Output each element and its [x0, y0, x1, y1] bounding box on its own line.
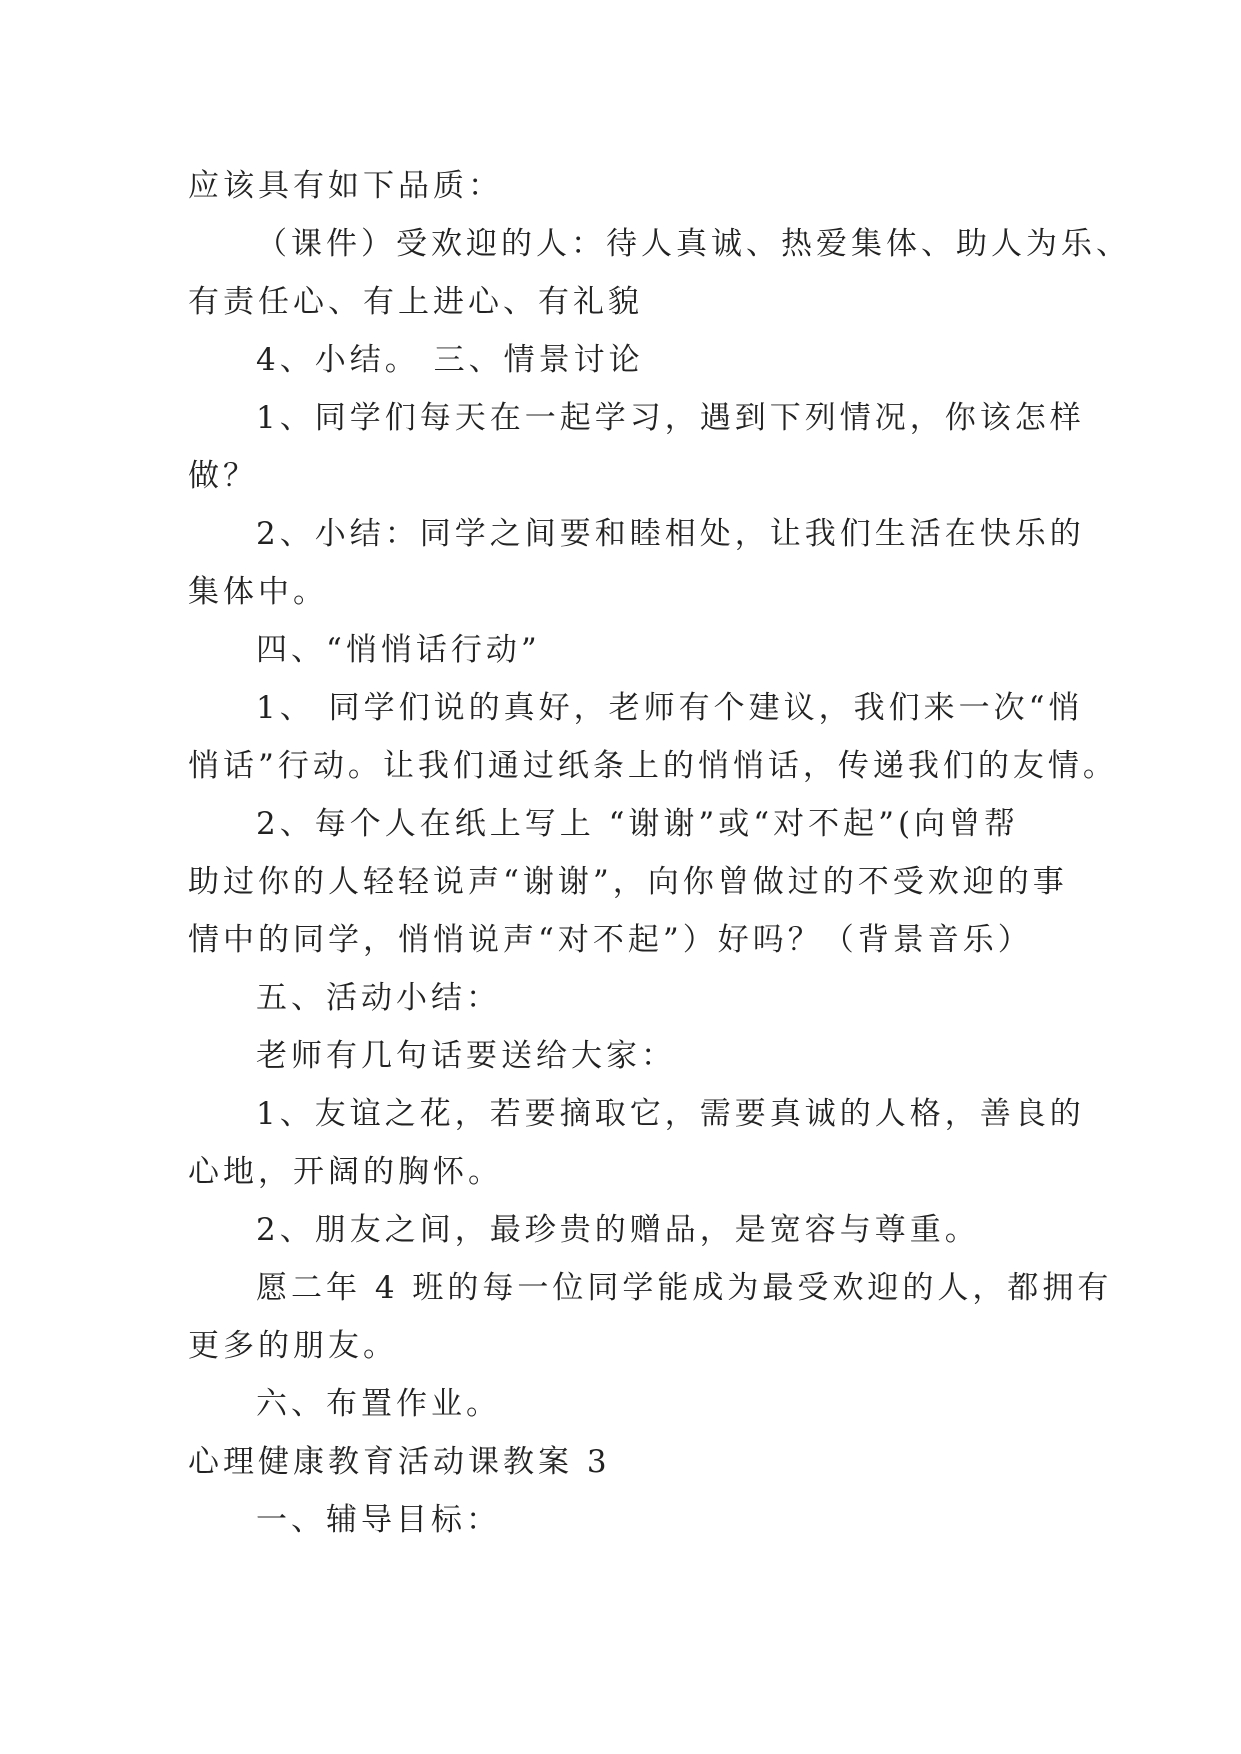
text-line: 1、 同学们说的真好，老师有个建议，我们来一次“悄 — [256, 690, 1084, 726]
text-line: 应该具有如下品质： — [188, 168, 503, 204]
text-line: 2、小结：同学之间要和睦相处，让我们生活在快乐的 — [256, 516, 1085, 552]
section-heading: 六、布置作业。 — [256, 1386, 501, 1422]
section-heading: 四、“悄悄话行动” — [256, 632, 541, 668]
text-line: 老师有几句话要送给大家： — [256, 1038, 676, 1074]
section-heading: 五、活动小结： — [256, 980, 501, 1016]
text-line: 心地，开阔的胸怀。 — [188, 1154, 503, 1190]
text-line: 2、每个人在纸上写上 “谢谢”或“对不起”(向曾帮 — [256, 806, 1020, 842]
text-line: 悄话”行动。让我们通过纸条上的悄悄话，传递我们的友情。 — [188, 748, 1118, 784]
section-heading: 一、辅导目标： — [256, 1502, 501, 1538]
text-line: 2、朋友之间，最珍贵的赠品，是宽容与尊重。 — [256, 1212, 980, 1248]
document-title: 心理健康教育活动课教案 3 — [188, 1444, 611, 1480]
text-line: 情中的同学，悄悄说声“对不起”）好吗？（背景音乐） — [188, 922, 1033, 958]
text-line: 助过你的人轻轻说声“谢谢”，向你曾做过的不受欢迎的事 — [188, 864, 1068, 900]
text-line: （课件）受欢迎的人：待人真诚、热爱集体、助人为乐、 — [256, 226, 1131, 262]
text-line: 有责任心、有上进心、有礼貌 — [188, 284, 643, 320]
text-line: 集体中。 — [188, 574, 328, 610]
text-line: 做？ — [188, 458, 258, 494]
text-line: 4、小结。 三、情景讨论 — [256, 342, 644, 378]
text-line: 1、同学们每天在一起学习，遇到下列情况，你该怎样 — [256, 400, 1085, 436]
text-line: 更多的朋友。 — [188, 1328, 398, 1364]
text-line: 1、友谊之花，若要摘取它，需要真诚的人格，善良的 — [256, 1096, 1085, 1132]
text-line: 愿二年 4 班的每一位同学能成为最受欢迎的人，都拥有 — [256, 1270, 1113, 1306]
